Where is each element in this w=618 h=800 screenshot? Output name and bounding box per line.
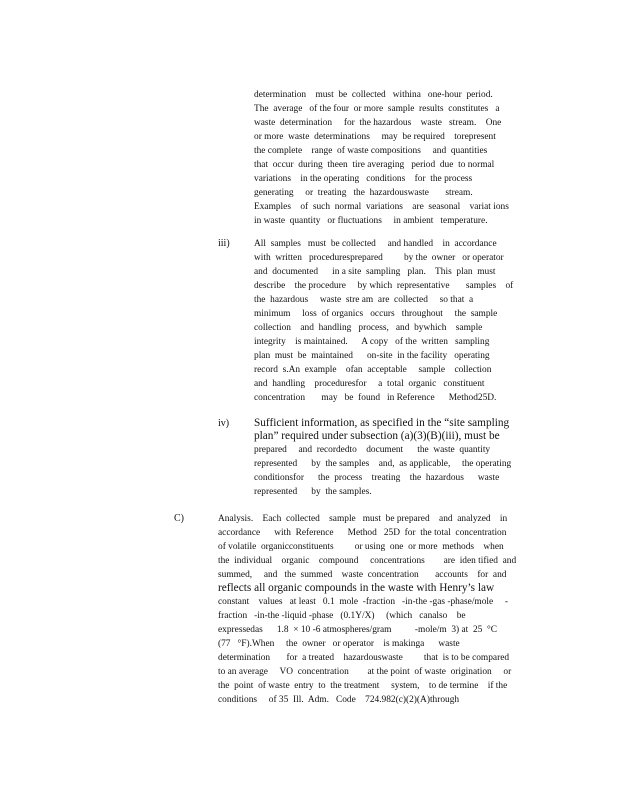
text-line: All samples must be collected and handled in accordance <box>254 239 497 249</box>
text-line: describe the procedure by which representative samples of <box>254 281 514 291</box>
item-iv-marker: iv) <box>218 418 230 429</box>
text-line: prepared and recordedto document the waste quantity <box>254 445 491 455</box>
paragraph-continuation <box>254 88 509 228</box>
text-line: the point of waste entry to the treatment system, to de termine if the <box>218 681 508 691</box>
text-line: to an average VO concentration at the point of waste origination or <box>218 667 512 677</box>
text-line: (77 °F).When the owner or operator is makinga waste <box>218 639 460 649</box>
text-line: the individual organic compound concentrations are iden tified and <box>218 556 517 566</box>
text-line: collection and handling process, and bywhich sample <box>254 323 483 333</box>
text-line: concentration may be found in Reference Method25D. <box>254 393 497 403</box>
text-line: The average of the four or more sample results constitutes a <box>254 104 500 114</box>
text-line: minimum loss of organics occurs throughout the sample <box>254 309 498 319</box>
text-line: plan” required under subsection (a)(3)(B)(iii), must be <box>254 430 500 442</box>
text-line: determination must be collected withina one-hour period. <box>254 90 493 100</box>
text-line: or more waste determinations may be required torepresent <box>254 132 496 142</box>
text-line: constant values at least 0.1 mole -fraction -in-the -gas -phase/mole - <box>218 597 509 607</box>
text-line: conditionsfor the process treating the hazardous waste <box>254 473 500 483</box>
text-line: waste determination for the hazardous waste stream. One <box>254 118 502 128</box>
item-c-marker: C) <box>174 513 184 524</box>
text-line: Analysis. Each collected sample must be prepared and analyzed in <box>218 514 508 524</box>
text-line: and documented in a site sampling plan. This plan must <box>254 267 496 277</box>
text-line: the hazardous waste stre am are collected so that a <box>254 295 474 305</box>
text-line: integrity is maintained. A copy of the written sampling <box>254 337 490 347</box>
item-iv-paragraph <box>254 417 511 499</box>
text-line: plan must be maintained on-site in the facility operating <box>254 351 490 361</box>
item-c-paragraph <box>218 512 516 707</box>
text-line: Examples of such normal variations are seasonal variat ions <box>254 202 509 212</box>
text-line: fraction -in-the -liquid -phase (0.1Y/X) (which canalso be <box>218 611 466 621</box>
text-line: generating or treating the hazardouswaste stream. <box>254 188 473 198</box>
text-line: accordance with Reference Method 25D for the total concentration <box>218 528 507 538</box>
text-line: the complete range of waste compositions and quantities <box>254 146 488 156</box>
text-line: Sufficient information, as specified in the “site sampling <box>254 417 510 429</box>
text-line: represented by the samples and, as applicable, the operating <box>254 459 512 469</box>
text-line: summed, and the summed waste concentration accounts for and <box>218 570 507 580</box>
text-line: variations in the operating conditions for the process <box>254 174 473 184</box>
text-line: and handling proceduresfor a total organic constituent <box>254 379 485 389</box>
text-line: determination for a treated hazardouswaste that is to be compared <box>218 653 510 663</box>
text-line: represented by the samples. <box>254 487 372 497</box>
text-line: in waste quantity or fluctuations in ambient temperature. <box>254 216 488 226</box>
text-line: reflects all organic compounds in the waste with Henry’s law <box>218 582 495 594</box>
text-line: conditions of 35 Ill. Adm. Code 724.982(c)(2)(A)through <box>218 695 460 705</box>
item-iii-marker: iii) <box>218 238 230 249</box>
text-line: with written proceduresprepared by the owner or operator <box>254 253 504 263</box>
text-line: that occur during theen tire averaging period due to normal <box>254 160 495 170</box>
item-iii-paragraph <box>254 237 513 405</box>
text-line: of volatile organicconstituents or using one or more methods when <box>218 542 504 552</box>
text-line: record s.An example ofan acceptable sample collection <box>254 365 492 375</box>
text-line: expressedas 1.8 × 10 -6 atmospheres/gram -mole/m 3) at 25 °C <box>218 625 498 635</box>
